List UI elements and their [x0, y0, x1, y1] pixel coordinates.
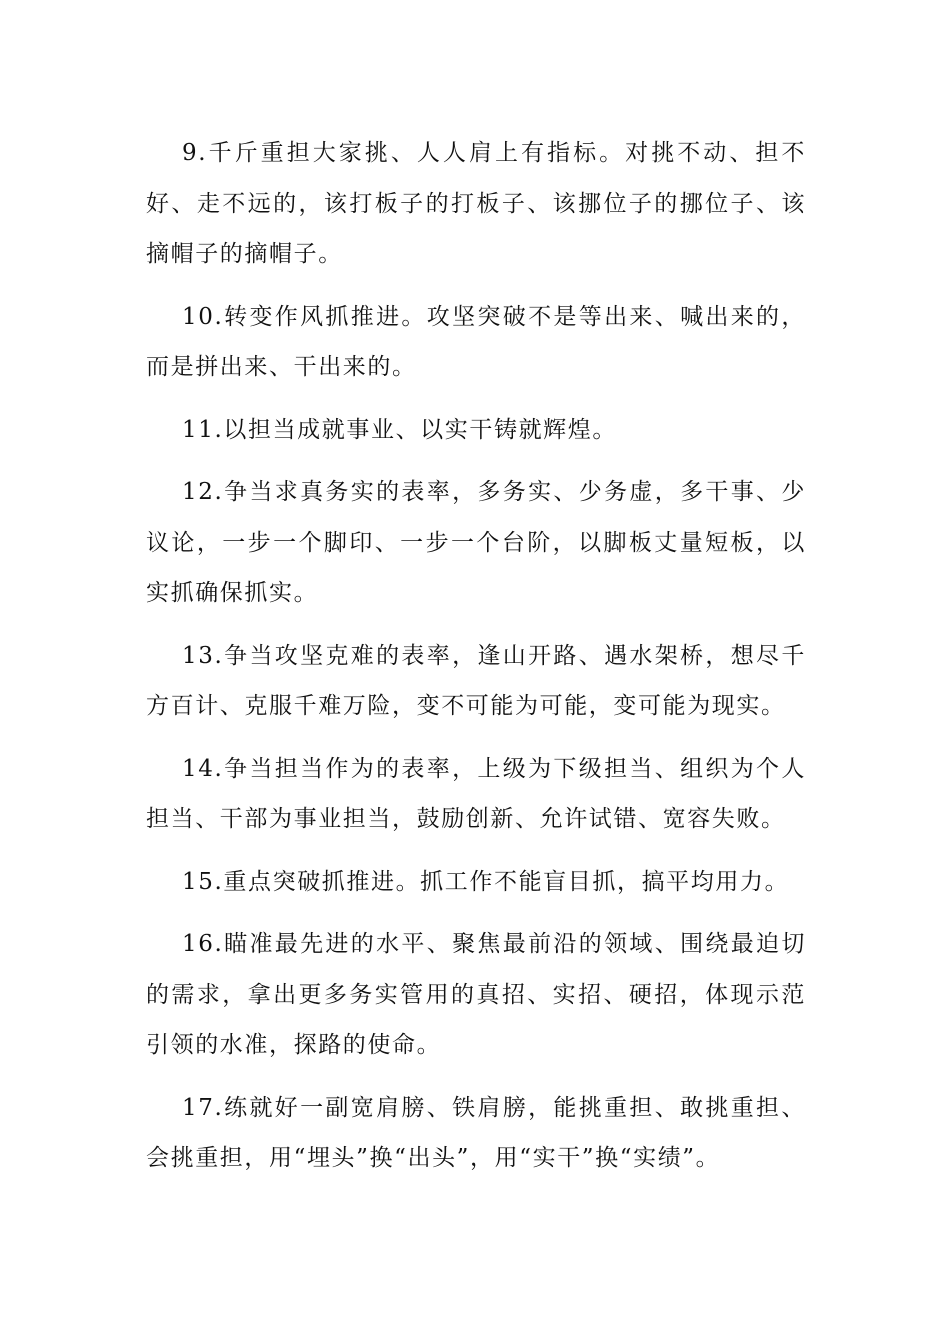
paragraph-17: 17.练就好一副宽肩膀、铁肩膀，能挑重担、敢挑重担、会挑重担，用“埋头”换“出头”，用“实干”换“实绩”。	[146, 1094, 806, 1171]
paragraph-14: 14.争当担当作为的表率，上级为下级担当、组织为个人担当、干部为事业担当，鼓励创新、允许试错、宽容失败。	[146, 755, 806, 832]
paragraph-10: 10.转变作风抓推进。攻坚突破不是等出来、喊出来的，而是拼出来、干出来的。	[146, 303, 806, 380]
paragraph-13: 13.争当攻坚克难的表率，逢山开路、遇水架桥，想尽千方百计、克服千难万险，变不可能为可能，变可能为现实。	[146, 642, 806, 719]
paragraph-12: 12.争当求真务实的表率，多务实、少务虚，多干事、少议论，一步一个脚印、一步一个台阶，以脚板丈量短板，以实抓确保抓实。	[146, 479, 806, 606]
paragraph-9: 9.千斤重担大家挑、人人肩上有指标。对挑不动、担不好、走不远的，该打板子的打板子、该挪位子的挪位子、该摘帽子的摘帽子。	[146, 140, 806, 267]
document-page	[146, 128, 806, 1196]
paragraph-11: 11.以担当成就事业、以实干铸就辉煌。	[182, 416, 617, 443]
paragraph-15: 15.重点突破抓推进。抓工作不能盲目抓，搞平均用力。	[182, 868, 790, 895]
paragraph-16: 16.瞄准最先进的水平、聚焦最前沿的领域、围绕最迫切的需求，拿出更多务实管用的真招、实招、硬招，体现示范引领的水准，探路的使命。	[146, 931, 806, 1058]
